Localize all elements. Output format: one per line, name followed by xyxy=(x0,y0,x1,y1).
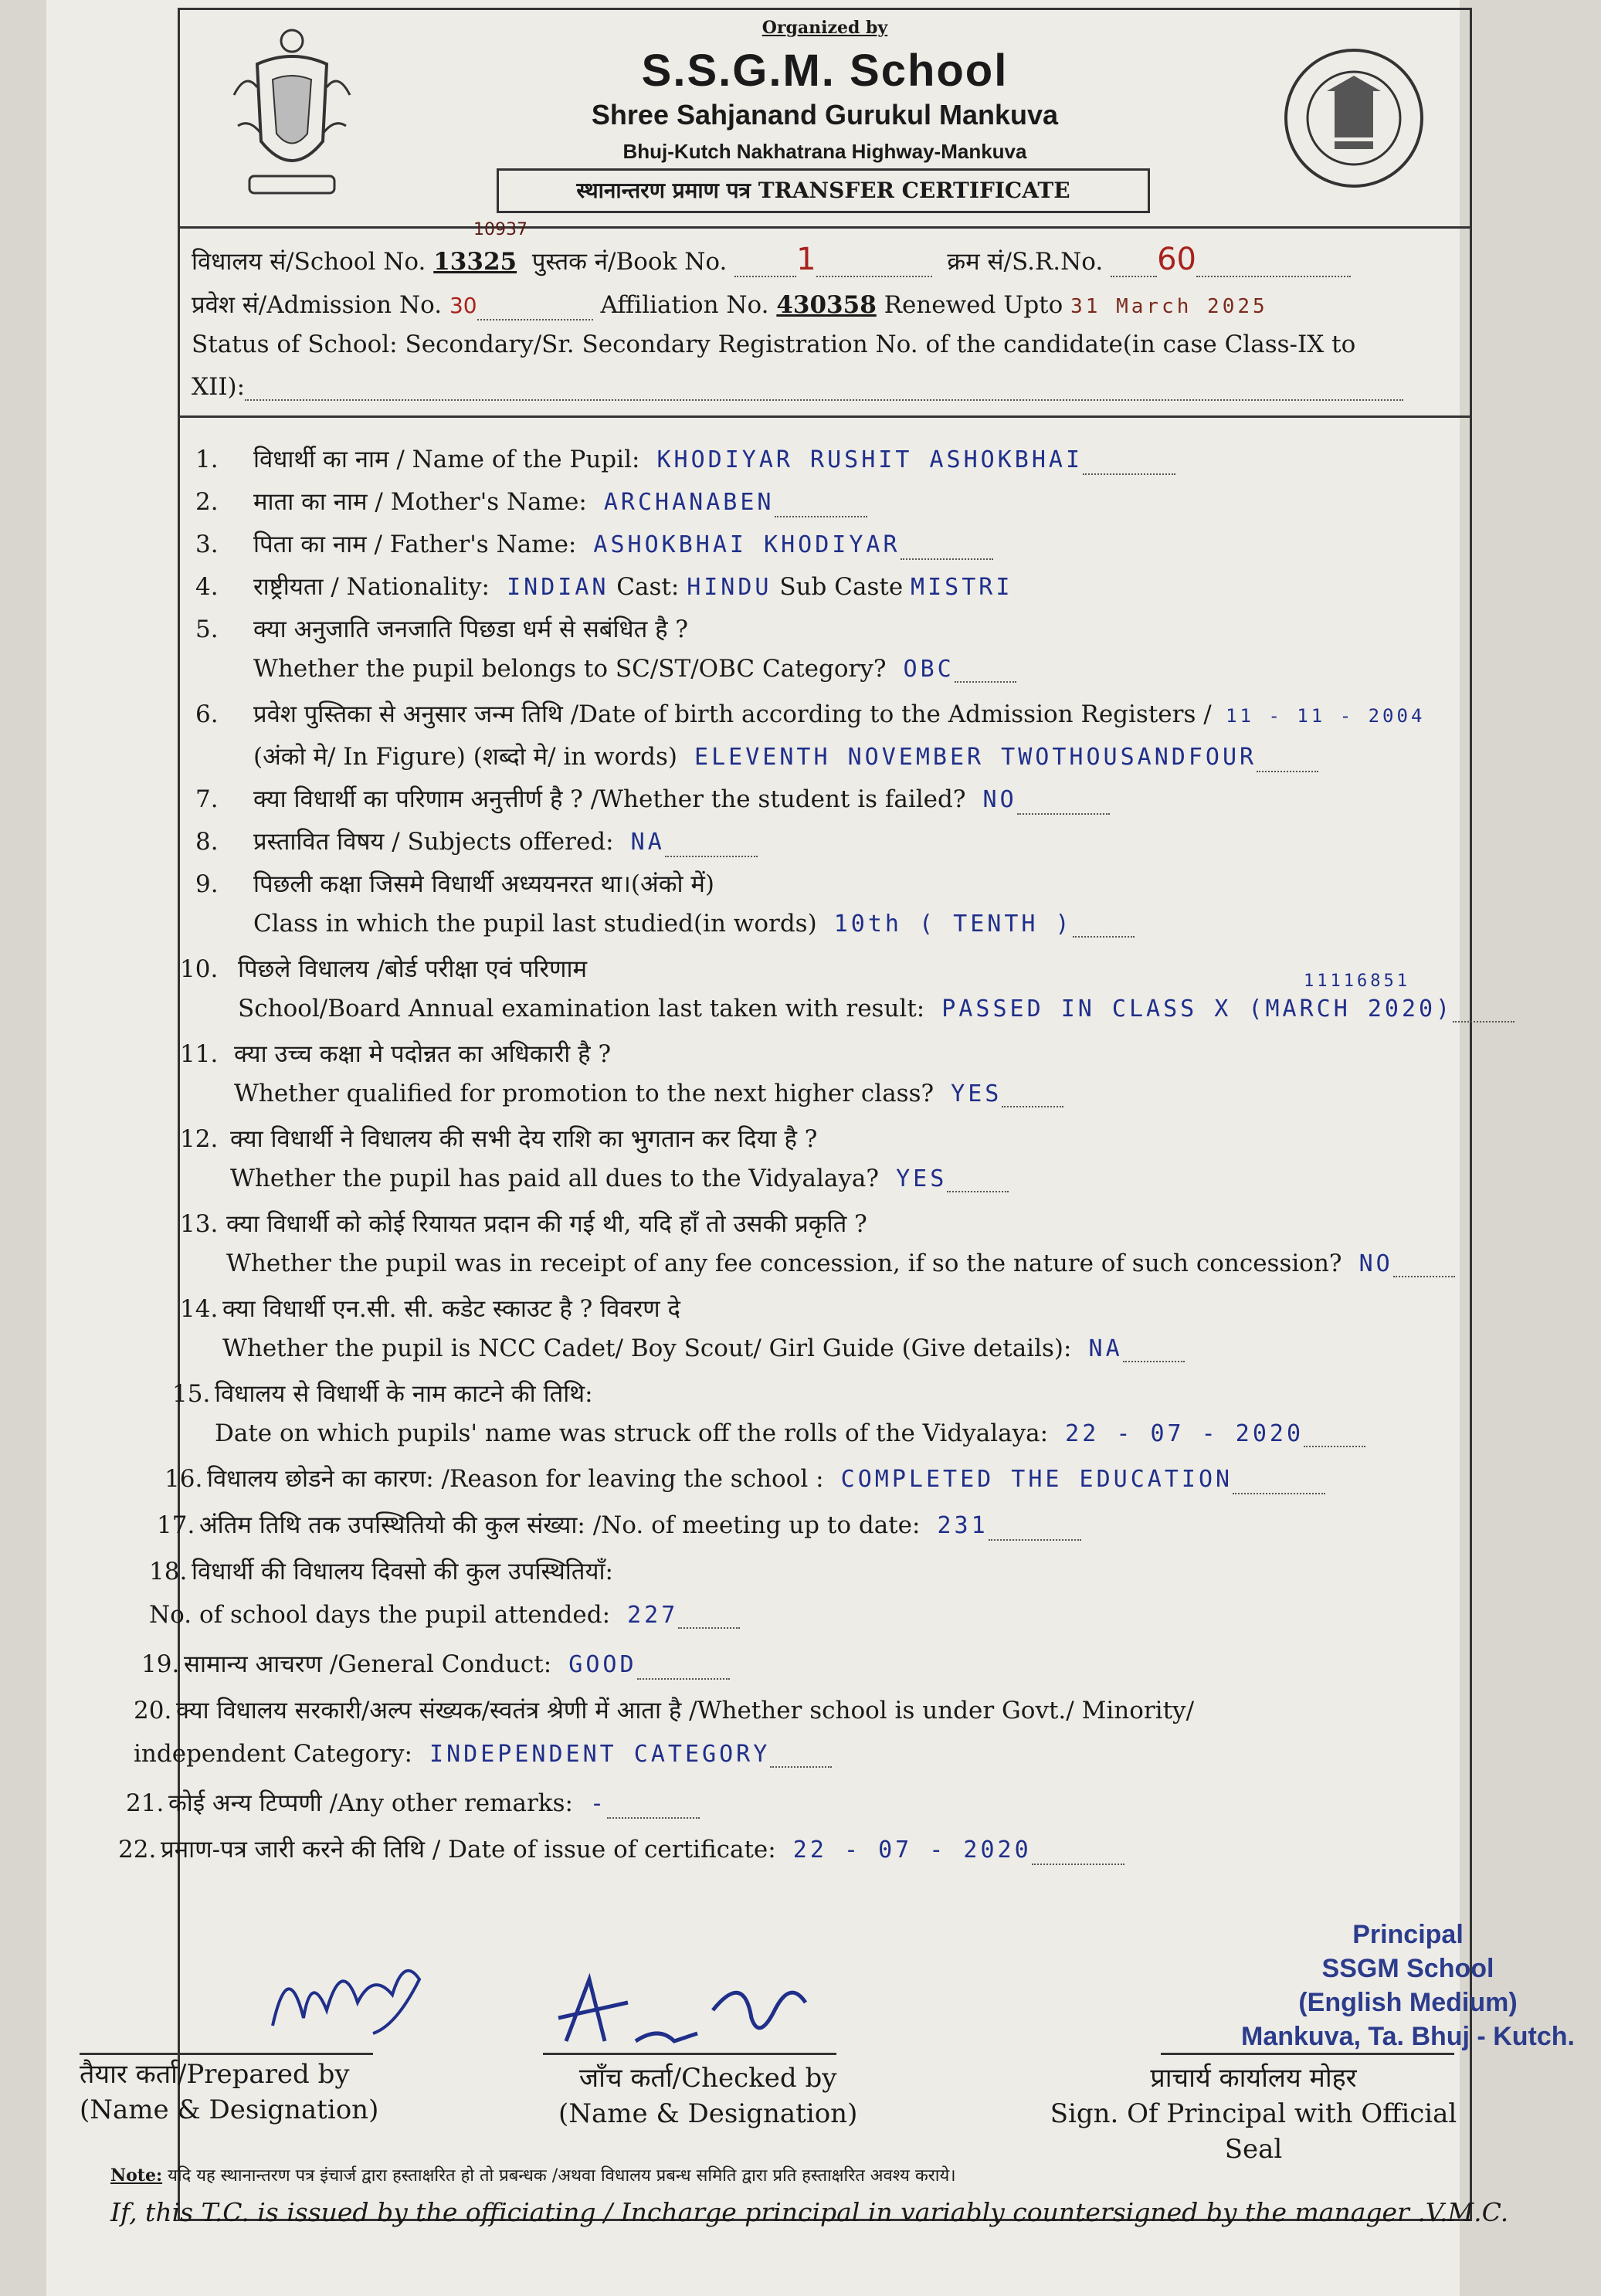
item-value: ASHOKBHAI KHODIYAR xyxy=(576,531,901,558)
item-row xyxy=(149,1555,613,1587)
item-row xyxy=(195,867,714,900)
note-english: If, this T.C. is issued by the officiating / Incharge principal in variably countersigned by the manager .V.M.C. xyxy=(110,2197,1509,2227)
stamp-line-2: SSGM School xyxy=(1321,1954,1494,1983)
cbse-seal-icon xyxy=(1280,45,1427,192)
item-label: क्या उच्च कक्षा मे पदोन्नत का अधिकारी है ? xyxy=(234,1040,612,1068)
item-row xyxy=(180,1292,680,1324)
item-label: अंतिम तिथि तक उपस्थितियो की कुल संख्या: /No. of meeting up to date: xyxy=(199,1511,921,1539)
item-value: YES xyxy=(879,1165,948,1192)
item-number: 1. xyxy=(195,446,219,473)
item-value: NO xyxy=(965,786,1017,813)
affiliation-no: 430358 xyxy=(776,291,877,319)
affiliation-label: Affiliation No. xyxy=(600,291,769,319)
item-dots xyxy=(1073,916,1135,938)
item-value: 10th ( TENTH ) xyxy=(816,911,1073,938)
school-address: Bhuj-Kutch Nakhatrana Highway-Mankuva xyxy=(622,140,1027,163)
section-divider xyxy=(180,415,1470,418)
school-no-handwritten: 10937 xyxy=(473,220,527,239)
item-row xyxy=(141,1647,730,1680)
item-dots xyxy=(1123,1341,1185,1362)
prepared-by-signature-icon xyxy=(257,1925,443,2049)
item-row xyxy=(172,1377,593,1409)
renewed-upto: 31 March 2025 xyxy=(1070,295,1268,318)
item-number: 11. xyxy=(180,1040,219,1068)
item-number: 21. xyxy=(126,1789,165,1817)
note-hindi-text: यदि यह स्थानान्तरण पत्र इंचार्ज द्वारा हस्ताक्षरित हो तो प्रबन्धक /अथवा विधालय प्रबन्ध समिति द्वारा प्रति हस्ताक्षरित अवश्य कराये। xyxy=(168,2166,956,2186)
item-dots xyxy=(1083,453,1175,475)
item-value: 22 - 07 - 2020 xyxy=(1048,1420,1304,1447)
item-dots xyxy=(637,1658,730,1680)
item-value: GOOD xyxy=(551,1651,637,1678)
item-row-2 xyxy=(253,910,1135,938)
item-row xyxy=(195,782,1110,815)
item-dots xyxy=(989,1519,1081,1541)
item-row-2 xyxy=(253,655,1016,683)
item-row xyxy=(195,825,758,857)
item-row-2 xyxy=(222,1335,1185,1362)
item-row-2 xyxy=(134,1740,832,1768)
item-label: राष्ट्रीयता / Nationality: xyxy=(253,573,490,601)
item-label: विधालय छोडने का कारण: /Reason for leaving the school : xyxy=(207,1465,824,1493)
item-row xyxy=(195,612,688,645)
item-label: पिता का नाम / Father's Name: xyxy=(253,531,577,558)
certificate-frame xyxy=(80,8,1575,2227)
item-number: 14. xyxy=(180,1295,219,1323)
status-dots xyxy=(245,379,1403,401)
admission-no: 30 xyxy=(449,293,477,318)
item-number: 18. xyxy=(149,1558,188,1585)
item-label-2: No. of school days the pupil attended: xyxy=(149,1601,611,1629)
item-row-2 xyxy=(238,972,1515,1023)
item-value: ELEVENTH NOVEMBER TWOTHOUSANDFOUR xyxy=(677,744,1257,771)
item-label: क्या अनुजाति जनजाति पिछडा धर्म से सबंधित है ? xyxy=(253,616,689,643)
item-label-2: Whether the pupil belongs to SC/ST/OBC Category? xyxy=(253,655,887,683)
item-row-2 xyxy=(226,1250,1455,1277)
admission-dots xyxy=(477,299,593,320)
item-row xyxy=(195,443,1175,475)
exam-roll-number: 11116851 xyxy=(1304,972,1410,991)
item-number: 16. xyxy=(165,1465,203,1493)
organized-by: Organized by xyxy=(761,18,888,38)
item-dots xyxy=(1233,1473,1325,1494)
item-row xyxy=(195,570,1012,602)
note-label: Note: xyxy=(110,2165,163,2186)
item-dots xyxy=(901,538,993,560)
item-number: 15. xyxy=(172,1380,211,1408)
item-number: 20. xyxy=(134,1697,172,1725)
book-no-label: पुस्तक नं/Book No. xyxy=(531,248,728,276)
item-label: क्या विधालय सरकारी/अल्प संख्यक/स्वतंत्र श्रेणी में आता है /Whether school is under Govt./ Minority/ xyxy=(176,1697,1195,1725)
item-row-2 xyxy=(234,1080,1063,1107)
principal-stamp xyxy=(1215,1918,1601,2054)
item-row xyxy=(180,1122,817,1155)
item-number: 8. xyxy=(195,828,219,856)
certificate-title: स्थानान्तरण प्रमाण पत्र TRANSFER CERTIFICATE xyxy=(497,168,1150,213)
item-dots xyxy=(665,836,758,857)
item-row xyxy=(180,952,587,985)
item-dots xyxy=(1002,1086,1063,1107)
principal-line xyxy=(1161,2053,1454,2055)
principal-sign-label: Sign. Of Principal with Official Seal xyxy=(1050,2098,1457,2165)
renewed-label: Renewed Upto xyxy=(884,291,1063,319)
item-label: विधार्थी की विधालय दिवसो की कुल उपस्थितियाँ: xyxy=(192,1558,613,1585)
principal-seal-label: प्राचार्य कार्यालय मोहर xyxy=(1150,2063,1357,2094)
item-number: 5. xyxy=(195,616,219,643)
book-no: 1 xyxy=(796,242,816,277)
item-label-2: Whether the pupil was in receipt of any fee concession, if so the nature of such concession? xyxy=(226,1250,1342,1277)
stamp-line-4: Mankuva, Ta. Bhuj - Kutch. xyxy=(1241,2022,1575,2051)
item-number: 13. xyxy=(180,1210,219,1238)
item-row xyxy=(126,1786,700,1819)
item-row xyxy=(180,1037,611,1070)
item-number: 7. xyxy=(195,785,219,813)
item-dots xyxy=(1257,751,1318,772)
sr-no-dots-end xyxy=(1196,256,1351,277)
checked-by-signature-icon xyxy=(543,1948,821,2064)
item-value: ARCHANABEN xyxy=(586,489,775,516)
nationality-value: INDIAN xyxy=(490,574,609,601)
item-label: पिछली कक्षा जिसमे विधार्थी अध्ययनरत था।(अंको में) xyxy=(253,870,715,898)
status-line: Status of School: Secondary/Sr. Secondary Registration No. of the candidate(in case Class-IX to xyxy=(192,331,1356,358)
item-label: क्या विधार्थी को कोई रियायत प्रदान की गई थी, यदि हाँ तो उसकी प्रकृति ? xyxy=(226,1210,867,1238)
item-dots xyxy=(1453,1001,1515,1023)
item-label: प्रमाण-पत्र जारी करने की तिथि / Date of issue of certificate: xyxy=(161,1836,776,1864)
prepared-by-block xyxy=(80,2057,378,2128)
book-no-dots-end xyxy=(816,256,932,277)
dob-figure-value: 11 - 11 - 2004 xyxy=(1211,705,1426,727)
checked-line xyxy=(543,2053,836,2055)
item-row xyxy=(134,1694,1194,1726)
item-number: 4. xyxy=(195,573,219,601)
prepared-line xyxy=(80,2053,373,2055)
item-label-2: Whether qualified for promotion to the next higher class? xyxy=(234,1080,934,1107)
item-dots xyxy=(1393,1256,1455,1277)
item-dots xyxy=(1032,1843,1124,1865)
item-value: COMPLETED THE EDUCATION xyxy=(823,1466,1233,1493)
school-info-line-1 xyxy=(192,220,1351,277)
item-value: NA xyxy=(1071,1335,1123,1362)
school-name: S.S.G.M. School xyxy=(641,46,1009,96)
item-value: YES xyxy=(934,1080,1002,1107)
item-number: 9. xyxy=(195,870,219,898)
item-label: क्या विधार्थी का परिणाम अनुत्तीर्ण है ? /Whether the student is failed? xyxy=(253,785,966,813)
item-label: सामान्य आचरण /General Conduct: xyxy=(184,1650,552,1678)
admission-no-label: प्रवेश सं/Admission No. xyxy=(192,291,443,319)
cast-label: Cast: xyxy=(609,573,687,601)
item-label-2: (अंको मे/ In Figure) (शब्दो मे/ in words) xyxy=(253,743,677,771)
item-dots xyxy=(607,1797,700,1819)
sr-no-dots xyxy=(1111,256,1157,277)
item-label-2: Class in which the pupil last studied(in words) xyxy=(253,910,817,938)
item-dots xyxy=(775,496,867,517)
item-number: 12. xyxy=(180,1125,219,1153)
item-value: KHODIYAR RUSHIT ASHOKBHAI xyxy=(639,446,1084,473)
prepared-by-designation: (Name & Designation) xyxy=(80,2094,379,2125)
item-label: क्या विधार्थी ने विधालय की सभी देय राशि का भुगतान कर दिया है ? xyxy=(230,1125,818,1153)
paper-sheet xyxy=(46,0,1575,2296)
school-no-label: विधालय सं/School No. xyxy=(192,248,426,276)
item-dots xyxy=(947,1171,1009,1192)
item-value: 231 xyxy=(920,1512,989,1539)
subcaste-label: Sub Caste xyxy=(772,573,911,601)
item-number: 17. xyxy=(157,1511,195,1539)
item-dots xyxy=(955,661,1016,683)
item-row xyxy=(165,1462,1325,1494)
school-no: 13325 xyxy=(433,248,517,276)
item-dots xyxy=(678,1607,740,1629)
item-label: माता का नाम / Mother's Name: xyxy=(253,488,587,516)
item-number: 10. xyxy=(180,955,219,983)
item-label-2: Date on which pupils' name was struck off the rolls of the Vidyalaya: xyxy=(215,1419,1049,1447)
item-value: 227 xyxy=(610,1602,679,1629)
item-number: 2. xyxy=(195,488,219,516)
item-label-2: School/Board Annual examination last taken with result: xyxy=(238,995,925,1023)
item-row-2 xyxy=(215,1419,1365,1447)
item-row xyxy=(118,1833,1124,1865)
item-number: 6. xyxy=(195,700,219,728)
item-label: क्या विधार्थी एन.सी. सी. कडेट स्काउट है ? विवरण दे xyxy=(222,1295,681,1323)
cast-value: HINDU xyxy=(687,574,772,601)
checked-by-designation: (Name & Designation) xyxy=(558,2098,858,2129)
checked-by-block xyxy=(558,2060,857,2132)
item-row xyxy=(157,1508,1081,1541)
item-value: - xyxy=(572,1790,608,1817)
item-value: NO xyxy=(1342,1250,1393,1277)
item-row xyxy=(195,697,1425,730)
item-label-2: Whether the pupil has paid all dues to the Vidyalaya? xyxy=(230,1165,880,1192)
item-label: पिछले विधालय /बोर्ड परीक्षा एवं परिणाम xyxy=(238,955,588,983)
principal-block xyxy=(1029,2060,1477,2167)
item-label: विधालय से विधार्थी के नाम काटने की तिथि: xyxy=(215,1380,593,1408)
certificate-header xyxy=(180,10,1470,229)
status-line-2 xyxy=(192,373,1403,401)
item-row xyxy=(195,485,867,517)
item-number: 3. xyxy=(195,531,219,558)
item-row xyxy=(195,527,993,560)
book-no-dots xyxy=(734,256,796,277)
stamp-line-1: Principal xyxy=(1352,1920,1464,1949)
status-line-2-text: XII): xyxy=(192,373,246,401)
item-value: PASSED IN CLASS X (MARCH 2020) xyxy=(924,995,1453,1023)
item-row-2 xyxy=(230,1165,1009,1192)
item-label: विधार्थी का नाम / Name of the Pupil: xyxy=(253,446,640,473)
note-hindi xyxy=(110,2163,956,2186)
item-row-2 xyxy=(149,1601,740,1629)
item-label: प्रवेश पुस्तिका से अनुसार जन्म तिथि /Date of birth according to the Admission Registers / xyxy=(253,700,1212,728)
subcaste-value: MISTRI xyxy=(911,574,1013,601)
item-row xyxy=(180,1207,867,1240)
item-dots xyxy=(770,1746,832,1768)
item-label-2: Whether the pupil is NCC Cadet/ Boy Scout/ Girl Guide (Give details): xyxy=(222,1335,1072,1362)
item-label-2: independent Category: xyxy=(134,1740,412,1768)
item-label: प्रस्तावित विषय / Subjects offered: xyxy=(253,828,614,856)
item-number: 19. xyxy=(141,1650,180,1678)
stamp-line-3: (English Medium) xyxy=(1298,1988,1518,2017)
checked-by-label: जाँच कर्ता/Checked by xyxy=(578,2063,837,2094)
sr-no-label: क्रम सं/S.R.No. xyxy=(947,248,1104,276)
item-value: INDEPENDENT CATEGORY xyxy=(412,1741,771,1768)
item-dots xyxy=(1017,793,1110,815)
item-value: NA xyxy=(613,829,665,856)
item-dots xyxy=(1304,1426,1365,1447)
item-number: 22. xyxy=(118,1836,157,1864)
school-full-name: Shree Sahjanand Gurukul Mankuva xyxy=(591,99,1059,131)
prepared-by-label: तैयार कर्ता/Prepared by xyxy=(80,2059,350,2090)
item-label: कोई अन्य टिप्पणी /Any other remarks: xyxy=(168,1789,573,1817)
item-value: OBC xyxy=(886,656,955,683)
item-row-2 xyxy=(253,740,1318,772)
sr-no: 60 xyxy=(1157,242,1196,277)
item-value: 22 - 07 - 2020 xyxy=(775,1836,1032,1864)
school-info-line-2 xyxy=(192,288,1268,320)
